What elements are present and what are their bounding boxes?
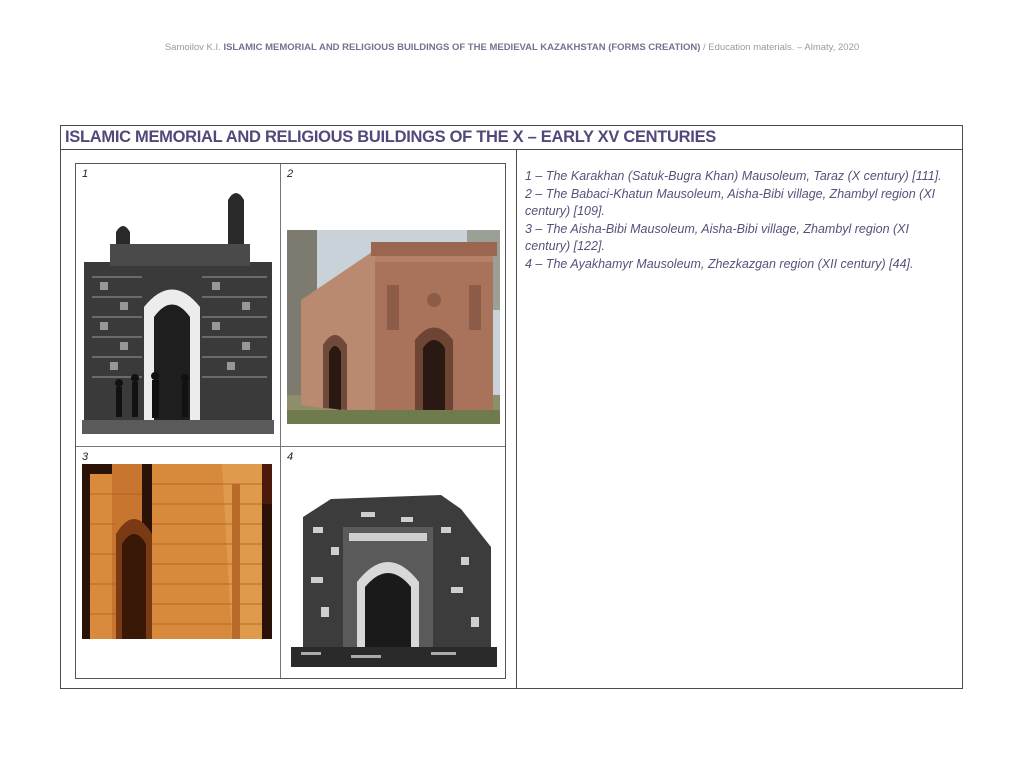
column-divider bbox=[516, 150, 517, 689]
figure-cell-1 bbox=[76, 164, 281, 447]
figure-number-3: 3 bbox=[82, 451, 89, 463]
figure-grid bbox=[75, 163, 506, 679]
mausoleum-drawing-karakhan-icon bbox=[82, 182, 274, 434]
figure-cell-2 bbox=[281, 164, 505, 447]
figure-cell-3 bbox=[76, 447, 281, 678]
header-title: ISLAMIC MEMORIAL AND RELIGIOUS BUILDINGS OF THE MEDIEVAL KAZAKHSTAN (FORMS CREATION) bbox=[223, 42, 701, 53]
figure-captions bbox=[525, 168, 955, 273]
caption-4: 4 – The Ayakhamyr Mausoleum, Zhezkazgan region (XII century) [44]. bbox=[525, 256, 914, 271]
document-header bbox=[0, 42, 1024, 53]
caption-3: 3 – The Aisha-Bibi Mausoleum, Aisha-Bibi village, Zhambyl region (XI century) [122]. bbox=[525, 221, 909, 253]
title-row bbox=[61, 126, 962, 150]
figure-number-1: 1 bbox=[82, 168, 89, 180]
caption-2: 2 – The Babaci-Khatun Mausoleum, Aisha-Bibi village, Zhambyl region (XI century) [109]. bbox=[525, 186, 936, 218]
slide-table bbox=[60, 125, 963, 689]
figure-cell-4 bbox=[281, 447, 505, 678]
header-suffix: / Education materials. – Almaty, 2020 bbox=[703, 42, 860, 53]
mausoleum-photo-aisha-bibi-icon bbox=[82, 464, 272, 639]
mausoleum-drawing-ayakhamyr-icon bbox=[291, 487, 497, 667]
header-author: Samoilov K.I. bbox=[164, 42, 221, 53]
caption-1: 1 – The Karakhan (Satuk-Bugra Khan) Mausoleum, Taraz (X century) [111]. bbox=[525, 169, 942, 183]
mausoleum-photo-babaci-khatun-icon bbox=[287, 230, 500, 424]
figure-number-4: 4 bbox=[287, 451, 294, 463]
slide-title: ISLAMIC MEMORIAL AND RELIGIOUS BUILDINGS OF THE X – EARLY XV CENTURIES bbox=[65, 128, 716, 146]
figure-number-2: 2 bbox=[287, 168, 294, 180]
